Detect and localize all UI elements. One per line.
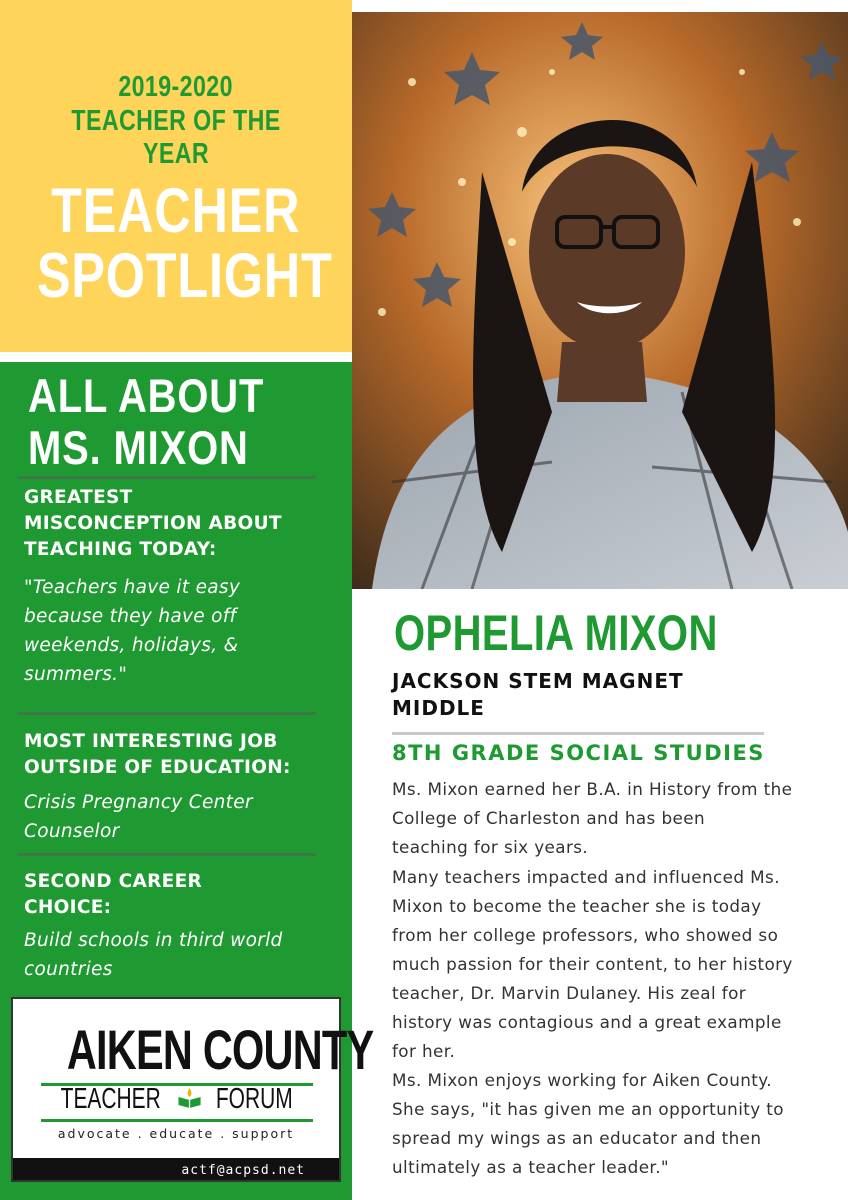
header-panel [0,0,352,352]
bio-paragraph-education: Ms. Mixon earned her B.A. in History from the College of Charleston and has been teaching for six years. [392,779,793,857]
profile-divider [392,732,764,735]
logo-email[interactable]: actf@acpsd.net [181,1163,305,1178]
spotlight-title-line2: SPOTLIGHT [36,241,333,311]
award-label: TEACHER OF THE YEAR [71,105,281,170]
logo-title: AIKEN COUNTY [66,1018,374,1081]
question-other-job: MOST INTERESTING JOB OUTSIDE OF EDUCATION: [24,731,291,778]
question-divider [18,712,316,715]
logo-subtitle: TEACHER FORUM [61,1083,293,1115]
bio-paragraph-aiken: Ms. Mixon enjoys working for Aiken County. She says, "it has given me an opportunity to spread my wings as an educator and then ultimately as a teacher leader." [392,1070,784,1177]
subject-label: 8TH GRADE SOCIAL STUDIES [392,741,765,765]
logo-rule [41,1119,313,1122]
year-label: 2019-2020 [118,71,234,103]
aiken-county-teacher-forum-logo [11,997,374,1182]
book-lamp-icon [177,1085,203,1111]
answer-second-career: Build schools in third world countries [24,930,283,980]
about-title-line1: ALL ABOUT [28,369,265,422]
portrait-illustration [352,12,848,589]
logo-email-bar [13,1158,339,1180]
answer-misconception: "Teachers have it easy because they have off weekends, holidays, & summers." [24,577,241,685]
school-name: JACKSON STEM MAGNET MIDDLE [392,669,684,720]
spotlight-title-line1: TEACHER [51,176,301,246]
bio-paragraph-influence: Many teachers impacted and influenced Ms. Mixon to become the teacher she is today from her college professors, who showed so much passion for their content, to her history teacher, Dr. Marvin Dulaney. His zeal for history was contagious and a great example for her. [392,867,793,1061]
teacher-name: OPHELIA MIXON [394,605,718,661]
answer-other-job: Crisis Pregnancy Center Counselor [24,792,253,842]
about-divider [18,476,316,479]
question-second-career: SECOND CAREER CHOICE: [24,871,203,918]
logo-tagline: advocate . educate . support [57,1126,295,1141]
teacher-portrait-photo [352,12,848,589]
about-title-line2: MS. MIXON [28,421,249,474]
question-divider [18,853,316,856]
question-misconception: GREATEST MISCONCEPTION ABOUT TEACHING TODAY: [24,487,282,560]
